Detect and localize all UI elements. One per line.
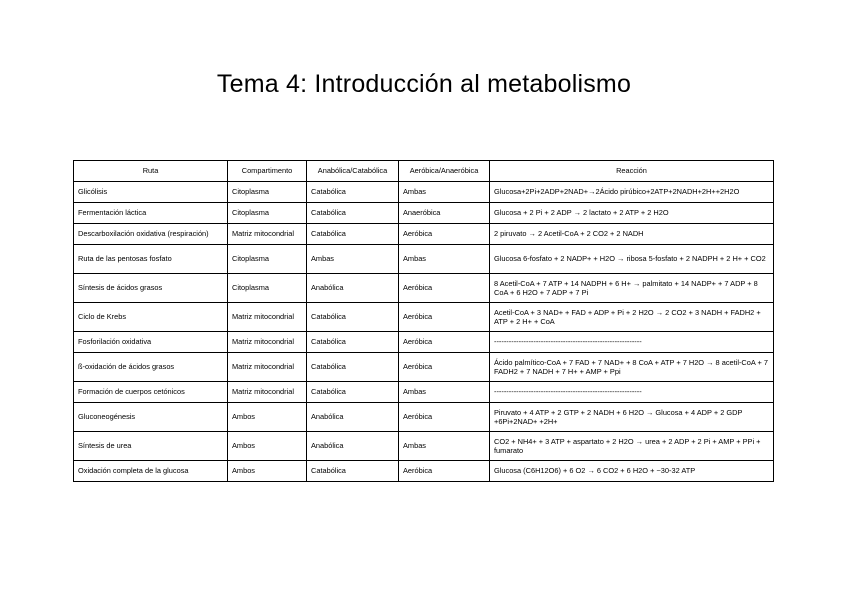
cell-reaccion: Glucosa + 2 Pi + 2 ADP → 2 lactato + 2 ATP + 2 H2O: [490, 203, 774, 224]
table-row: [74, 245, 774, 274]
table-row: [74, 182, 774, 203]
cell-ruta: Fermentación láctica: [74, 203, 228, 224]
cell-oxigeno: Ambas: [399, 432, 490, 461]
cell-compartimento: Citoplasma: [228, 203, 307, 224]
table-row: [74, 303, 774, 332]
cell-reaccion: 8 Acetil-CoA + 7 ATP + 14 NADPH + 6 H+ → palmitato + 14 NADP+ + 7 ADP + 8 CoA + 6 H2O + 7 ADP + 7 Pi: [490, 274, 774, 303]
cell-reaccion: Glucosa+2Pi+2ADP+2NAD+→2Ácido pirúbico+2ATP+2NADH+2H++2H2O: [490, 182, 774, 203]
cell-oxigeno: Aeróbica: [399, 403, 490, 432]
cell-compartimento: Matriz mitocondrial: [228, 303, 307, 332]
cell-oxigeno: Aeróbica: [399, 224, 490, 245]
cell-tipo: Anabólica: [307, 274, 399, 303]
cell-tipo: Catabólica: [307, 224, 399, 245]
cell-compartimento: Matriz mitocondrial: [228, 382, 307, 403]
cell-oxigeno: Aeróbica: [399, 274, 490, 303]
cell-ruta: Descarboxilación oxidativa (respiración): [74, 224, 228, 245]
cell-tipo: Catabólica: [307, 353, 399, 382]
cell-ruta: Fosforilación oxidativa: [74, 332, 228, 353]
cell-tipo: Catabólica: [307, 203, 399, 224]
cell-reaccion: Glucosa (C6H12O6) + 6 O2 → 6 CO2 + 6 H2O + ~30-32 ATP: [490, 461, 774, 482]
cell-oxigeno: Aeróbica: [399, 353, 490, 382]
header-reaccion: Reacción: [490, 161, 774, 182]
cell-ruta: Gluconeogénesis: [74, 403, 228, 432]
cell-tipo: Catabólica: [307, 303, 399, 332]
cell-ruta: Ciclo de Krebs: [74, 303, 228, 332]
cell-tipo: Anabólica: [307, 432, 399, 461]
cell-tipo: Catabólica: [307, 182, 399, 203]
cell-oxigeno: Ambas: [399, 182, 490, 203]
cell-oxigeno: Aeróbica: [399, 461, 490, 482]
header-anabolica-catabolica: Anabólica/Catabólica: [307, 161, 399, 182]
table-row: [74, 353, 774, 382]
table-header-row: [74, 161, 774, 182]
header-ruta: Ruta: [74, 161, 228, 182]
table-row: [74, 403, 774, 432]
metabolism-table: [73, 160, 774, 482]
cell-compartimento: Matriz mitocondrial: [228, 224, 307, 245]
cell-tipo: Ambas: [307, 245, 399, 274]
cell-tipo: Catabólica: [307, 382, 399, 403]
cell-reaccion: ------------------------------------------------------------: [490, 382, 774, 403]
cell-oxigeno: Aeróbica: [399, 332, 490, 353]
table-row: [74, 332, 774, 353]
cell-compartimento: Citoplasma: [228, 182, 307, 203]
cell-reaccion: CO2 + NH4+ + 3 ATP + aspartato + 2 H2O → urea + 2 ADP + 2 Pi + AMP + PPi + fumarato: [490, 432, 774, 461]
cell-ruta: Glicólisis: [74, 182, 228, 203]
cell-compartimento: Matriz mitocondrial: [228, 332, 307, 353]
cell-ruta: Oxidación completa de la glucosa: [74, 461, 228, 482]
table-row: [74, 461, 774, 482]
cell-oxigeno: Ambas: [399, 382, 490, 403]
cell-reaccion: Acetil-CoA + 3 NAD+ + FAD + ADP + Pi + 2 H2O → 2 CO2 + 3 NADH + FADH2 + ATP + 2 H+ + CoA: [490, 303, 774, 332]
table-row: [74, 382, 774, 403]
cell-oxigeno: Aeróbica: [399, 303, 490, 332]
cell-reaccion: ------------------------------------------------------------: [490, 332, 774, 353]
table-row: [74, 203, 774, 224]
cell-compartimento: Citoplasma: [228, 274, 307, 303]
header-compartimento: Compartimento: [228, 161, 307, 182]
cell-ruta: ß-oxidación de ácidos grasos: [74, 353, 228, 382]
table-row: [74, 432, 774, 461]
cell-compartimento: Ambos: [228, 461, 307, 482]
page-title: Tema 4: Introducción al metabolismo: [216, 70, 632, 98]
cell-reaccion: Glucosa 6-fosfato + 2 NADP+ + H2O → ribosa 5-fosfato + 2 NADPH + 2 H+ + CO2: [490, 245, 774, 274]
cell-ruta: Síntesis de urea: [74, 432, 228, 461]
table-row: [74, 224, 774, 245]
cell-reaccion: 2 piruvato → 2 Acetil-CoA + 2 CO2 + 2 NADH: [490, 224, 774, 245]
cell-tipo: Catabólica: [307, 332, 399, 353]
cell-compartimento: Ambos: [228, 432, 307, 461]
cell-ruta: Formación de cuerpos cetónicos: [74, 382, 228, 403]
cell-ruta: Síntesis de ácidos grasos: [74, 274, 228, 303]
cell-reaccion: Piruvato + 4 ATP + 2 GTP + 2 NADH + 6 H2O → Glucosa + 4 ADP + 2 GDP +6Pi+2NAD+ +2H+: [490, 403, 774, 432]
table-row: [74, 274, 774, 303]
cell-compartimento: Citoplasma: [228, 245, 307, 274]
cell-reaccion: Ácido palmítico-CoA + 7 FAD + 7 NAD+ + 8 CoA + ATP + 7 H2O → 8 acetil-CoA + 7 FADH2 + 7 NADH + 7 H+ + AMP + Ppi: [490, 353, 774, 382]
cell-tipo: Anabólica: [307, 403, 399, 432]
cell-tipo: Catabólica: [307, 461, 399, 482]
cell-ruta: Ruta de las pentosas fosfato: [74, 245, 228, 274]
cell-compartimento: Matriz mitocondrial: [228, 353, 307, 382]
cell-oxigeno: Ambas: [399, 245, 490, 274]
header-aerobica-anaerobica: Aeróbica/Anaeróbica: [399, 161, 490, 182]
cell-compartimento: Ambos: [228, 403, 307, 432]
cell-oxigeno: Anaeróbica: [399, 203, 490, 224]
